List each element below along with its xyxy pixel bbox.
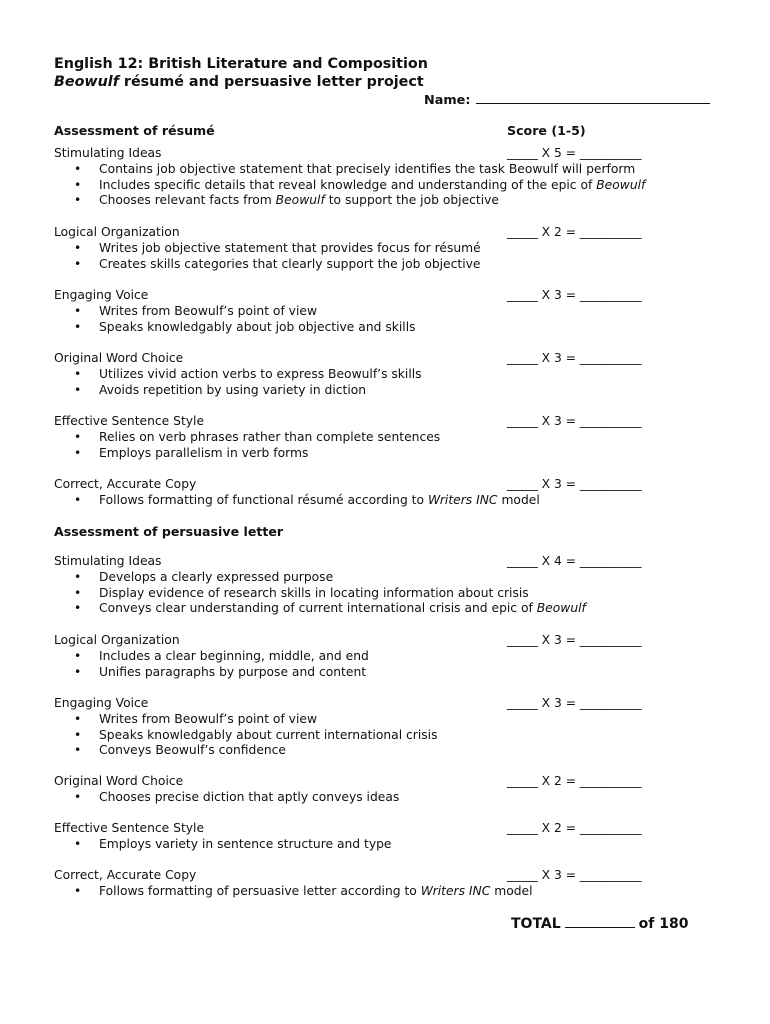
criterion-title: Effective Sentence Style bbox=[54, 821, 205, 835]
bullet-dot: • bbox=[74, 585, 82, 600]
bullet-italic-text: Beowulf bbox=[596, 177, 646, 192]
criterion-score-blank[interactable]: _____ X 3 = __________ bbox=[507, 414, 642, 428]
bullet-text: Chooses relevant facts from bbox=[99, 193, 276, 208]
name-field bbox=[424, 91, 710, 108]
bullet-text: to support the job objective bbox=[324, 193, 499, 208]
criterion-score-blank[interactable]: _____ X 2 = __________ bbox=[507, 821, 642, 835]
criterion-bullet bbox=[99, 320, 416, 334]
criterion-score-blank[interactable]: _____ X 2 = __________ bbox=[507, 225, 642, 239]
criterion-score-blank[interactable]: _____ X 3 = __________ bbox=[507, 696, 642, 710]
score-heading: Score (1-5) bbox=[507, 123, 586, 138]
criterion-bullet bbox=[99, 430, 440, 444]
bullet-dot: • bbox=[74, 492, 82, 507]
bullet-dot: • bbox=[74, 648, 82, 663]
bullet-text: Chooses precise diction that aptly conveys ideas bbox=[99, 789, 400, 804]
bullet-italic-text: Beowulf bbox=[275, 193, 325, 208]
bullet-italic-text: Writers INC bbox=[427, 492, 498, 507]
project-title-italic: Beowulf bbox=[54, 74, 119, 90]
criterion-title: Stimulating Ideas bbox=[54, 146, 162, 160]
bullet-text: Creates skills categories that clearly support the job objective bbox=[99, 256, 481, 271]
criterion-bullet bbox=[99, 304, 317, 318]
name-blank-line[interactable] bbox=[476, 91, 710, 104]
criterion-bullet bbox=[99, 601, 586, 615]
bullet-text: Writes from Beowulf’s point of view bbox=[99, 711, 317, 726]
bullet-text: Includes a clear beginning, middle, and end bbox=[99, 648, 369, 663]
bullet-text: Contains job objective statement that precisely identifies the task Beowulf will perform bbox=[99, 161, 636, 176]
criterion-bullet bbox=[99, 884, 533, 898]
criterion-score-blank[interactable]: _____ X 3 = __________ bbox=[507, 351, 642, 365]
bullet-text: Speaks knowledgably about job objective and skills bbox=[99, 319, 416, 334]
bullet-text: Utilizes vivid action verbs to express Beowulf’s skills bbox=[99, 366, 422, 381]
criterion-bullet bbox=[99, 712, 317, 726]
letter-heading: Assessment of persuasive letter bbox=[54, 524, 284, 539]
bullet-text: Conveys Beowulf’s confidence bbox=[99, 743, 286, 758]
bullet-text: Employs variety in sentence structure and type bbox=[99, 836, 392, 851]
criterion-title: Logical Organization bbox=[54, 225, 180, 239]
criterion-bullet bbox=[99, 837, 391, 851]
bullet-text: model bbox=[490, 883, 533, 898]
bullet-dot: • bbox=[74, 445, 82, 460]
criterion-title: Original Word Choice bbox=[54, 351, 184, 365]
criterion-bullet bbox=[99, 728, 437, 742]
criterion-bullet bbox=[99, 178, 645, 192]
total-line bbox=[511, 915, 688, 932]
criterion-score-blank[interactable]: _____ X 2 = __________ bbox=[507, 774, 642, 788]
bullet-dot: • bbox=[74, 836, 82, 851]
criterion-score-blank[interactable]: _____ X 5 = __________ bbox=[507, 146, 642, 160]
criterion-title: Logical Organization bbox=[54, 633, 180, 647]
criterion-bullet bbox=[99, 790, 399, 804]
bullet-dot: • bbox=[74, 429, 82, 444]
criterion-bullet bbox=[99, 446, 308, 460]
criterion-score-blank[interactable]: _____ X 3 = __________ bbox=[507, 477, 642, 491]
bullet-dot: • bbox=[74, 366, 82, 381]
bullet-dot: • bbox=[74, 789, 82, 804]
bullet-text: Unifies paragraphs by purpose and content bbox=[99, 664, 367, 679]
bullet-text: Follows formatting of persuasive letter according to bbox=[99, 883, 421, 898]
total-label: TOTAL bbox=[511, 916, 561, 932]
project-title-rest: résumé and persuasive letter project bbox=[118, 74, 424, 90]
bullet-text: Speaks knowledgably about current international crisis bbox=[99, 727, 438, 742]
bullet-dot: • bbox=[74, 711, 82, 726]
bullet-text: Conveys clear understanding of current international crisis and epic of bbox=[99, 601, 537, 616]
criterion-bullet bbox=[99, 367, 422, 381]
bullet-dot: • bbox=[74, 161, 82, 176]
criterion-bullet bbox=[99, 665, 366, 679]
course-title: English 12: British Literature and Composition bbox=[54, 56, 428, 72]
bullet-italic-text: Writers INC bbox=[420, 883, 491, 898]
bullet-italic-text: Beowulf bbox=[536, 601, 586, 616]
bullet-text: Display evidence of research skills in locating information about crisis bbox=[99, 585, 529, 600]
project-title bbox=[54, 74, 424, 90]
resume-heading: Assessment of résumé bbox=[54, 123, 215, 138]
criterion-bullet bbox=[99, 193, 499, 207]
bullet-dot: • bbox=[74, 177, 82, 192]
bullet-dot: • bbox=[74, 664, 82, 679]
bullet-dot: • bbox=[74, 382, 82, 397]
bullet-text: Writes from Beowulf’s point of view bbox=[99, 303, 317, 318]
criterion-title: Effective Sentence Style bbox=[54, 414, 205, 428]
bullet-text: model bbox=[497, 492, 540, 507]
criterion-bullet bbox=[99, 162, 635, 176]
bullet-dot: • bbox=[74, 569, 82, 584]
criterion-title: Engaging Voice bbox=[54, 288, 149, 302]
bullet-dot: • bbox=[74, 743, 82, 758]
bullet-text: Avoids repetition by using variety in diction bbox=[99, 382, 367, 397]
total-blank-line[interactable] bbox=[565, 915, 635, 928]
bullet-text: Develops a clearly expressed purpose bbox=[99, 569, 334, 584]
bullet-text: Includes specific details that reveal knowledge and understanding of the epic of bbox=[99, 177, 597, 192]
criterion-score-blank[interactable]: _____ X 3 = __________ bbox=[507, 288, 642, 302]
bullet-dot: • bbox=[74, 883, 82, 898]
criterion-bullet bbox=[99, 383, 366, 397]
criterion-bullet bbox=[99, 570, 333, 584]
criterion-title: Correct, Accurate Copy bbox=[54, 868, 197, 882]
criterion-title: Original Word Choice bbox=[54, 774, 184, 788]
bullet-dot: • bbox=[74, 193, 82, 208]
total-suffix: of 180 bbox=[638, 916, 689, 932]
bullet-dot: • bbox=[74, 319, 82, 334]
bullet-text: Employs parallelism in verb forms bbox=[99, 445, 309, 460]
bullet-text: Follows formatting of functional résumé according to bbox=[99, 492, 428, 507]
bullet-dot: • bbox=[74, 256, 82, 271]
criterion-title: Correct, Accurate Copy bbox=[54, 477, 197, 491]
criterion-score-blank[interactable]: _____ X 4 = __________ bbox=[507, 554, 642, 568]
bullet-text: Writes job objective statement that provides focus for résumé bbox=[99, 240, 481, 255]
criterion-score-blank[interactable]: _____ X 3 = __________ bbox=[507, 868, 642, 882]
criterion-bullet bbox=[99, 586, 529, 600]
bullet-dot: • bbox=[74, 303, 82, 318]
bullet-dot: • bbox=[74, 240, 82, 255]
criterion-bullet bbox=[99, 257, 480, 271]
bullet-dot: • bbox=[74, 727, 82, 742]
name-label: Name: bbox=[424, 93, 471, 108]
criterion-score-blank[interactable]: _____ X 3 = __________ bbox=[507, 633, 642, 647]
criterion-bullet bbox=[99, 649, 369, 663]
criterion-bullet bbox=[99, 241, 481, 255]
criterion-title: Stimulating Ideas bbox=[54, 554, 162, 568]
bullet-text: Relies on verb phrases rather than complete sentences bbox=[99, 429, 441, 444]
criterion-bullet bbox=[99, 493, 540, 507]
bullet-dot: • bbox=[74, 601, 82, 616]
criterion-title: Engaging Voice bbox=[54, 696, 149, 710]
criterion-bullet bbox=[99, 743, 286, 757]
